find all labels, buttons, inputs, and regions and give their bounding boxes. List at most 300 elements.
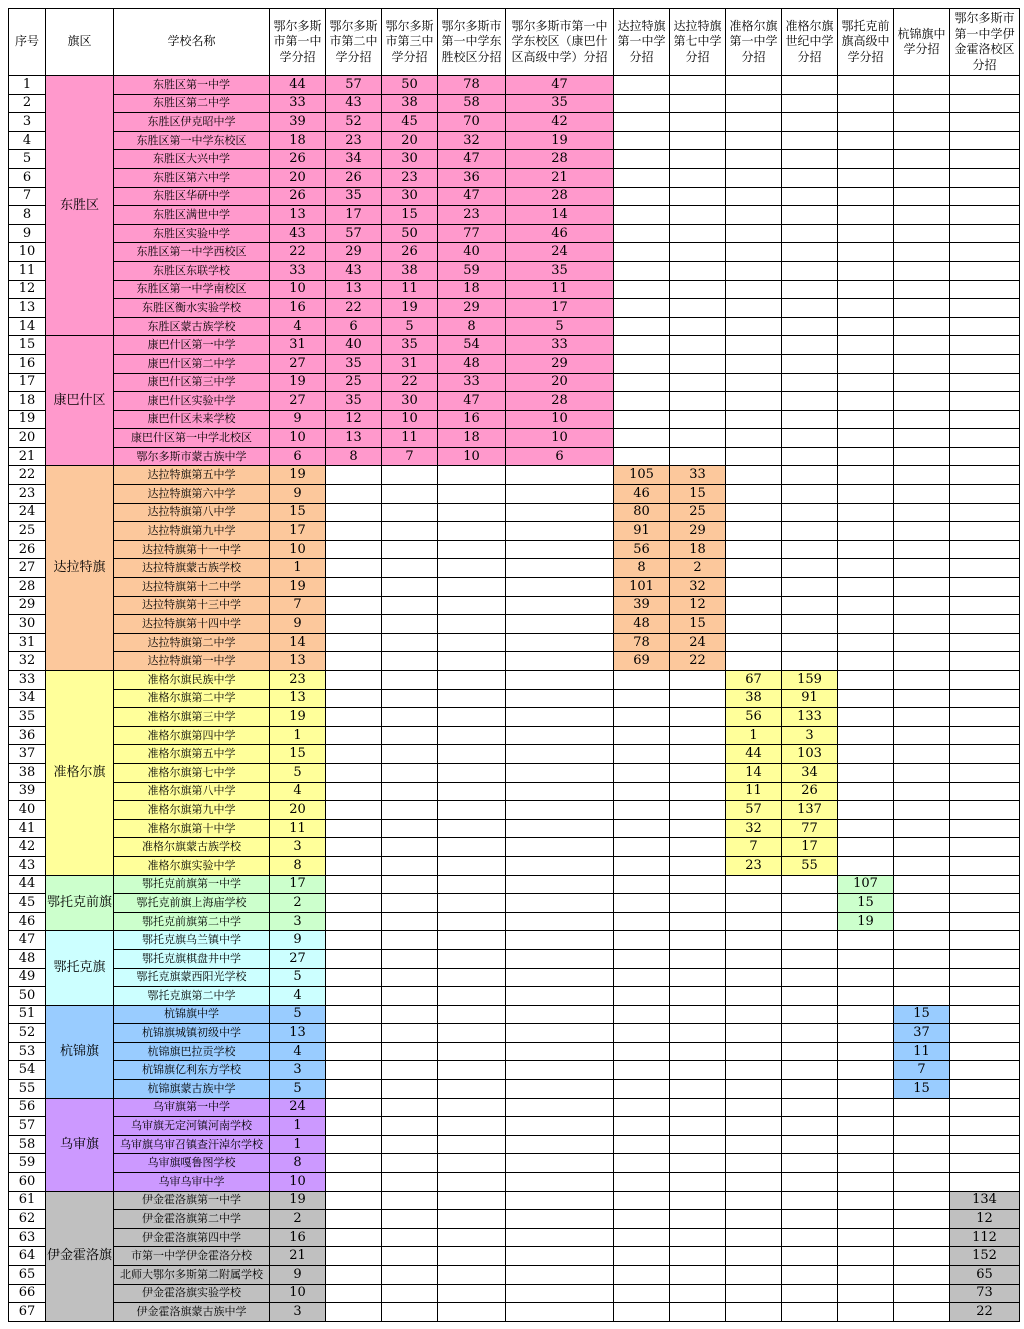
empty-cell [382,949,438,968]
quota-value: 103 [782,745,838,764]
empty-cell [950,1154,1020,1173]
table-row [9,652,1020,671]
quota-value: 10 [270,1284,326,1303]
table-row [9,1154,1020,1173]
empty-cell [506,596,614,615]
empty-cell [782,1024,838,1043]
empty-cell [506,671,614,690]
quota-value: 6 [506,447,614,466]
empty-cell [506,726,614,745]
quota-value: 46 [506,224,614,243]
header-cell: 准格尔旗第一中学分招 [726,9,782,76]
empty-cell [782,540,838,559]
header-cell: 鄂尔多斯市第一中学伊金霍洛校区分招 [950,9,1020,76]
empty-cell [950,1061,1020,1080]
quota-value: 33 [438,373,506,392]
empty-cell [614,1024,670,1043]
empty-cell [614,987,670,1006]
empty-cell [726,875,782,894]
quota-value: 35 [506,94,614,113]
empty-cell [726,652,782,671]
empty-cell [614,187,670,206]
quota-value: 52 [326,113,382,132]
empty-cell [382,1284,438,1303]
empty-cell [670,1024,726,1043]
empty-cell [506,1098,614,1117]
empty-cell [894,336,950,355]
table-row [9,168,1020,187]
quota-value: 1 [270,726,326,745]
empty-cell [950,503,1020,522]
empty-cell [326,763,382,782]
empty-cell [326,1191,382,1210]
quota-value: 12 [670,596,726,615]
empty-cell [950,615,1020,634]
empty-cell [726,1191,782,1210]
empty-cell [506,1210,614,1229]
row-number: 54 [9,1061,46,1080]
empty-cell [726,1005,782,1024]
empty-cell [326,559,382,578]
row-number: 21 [9,447,46,466]
table-row [9,280,1020,299]
quota-value: 55 [782,856,838,875]
empty-cell [506,931,614,950]
quota-value: 21 [506,168,614,187]
empty-cell [782,1266,838,1285]
empty-cell [726,633,782,652]
school-name: 准格尔旗第七中学 [114,763,270,782]
empty-cell [326,1154,382,1173]
empty-cell [506,819,614,838]
quota-value: 24 [506,243,614,262]
empty-cell [950,801,1020,820]
header-cell: 准格尔旗世纪中学分招 [782,9,838,76]
empty-cell [614,261,670,280]
row-number: 25 [9,522,46,541]
quota-value: 15 [382,206,438,225]
table-row [9,1173,1020,1192]
empty-cell [782,652,838,671]
empty-cell [382,782,438,801]
empty-cell [950,838,1020,857]
empty-cell [782,894,838,913]
empty-cell [438,1005,506,1024]
empty-cell [506,1173,614,1192]
empty-cell [326,745,382,764]
empty-cell [382,968,438,987]
quota-value: 77 [782,819,838,838]
school-name: 伊金霍洛旗蒙古族中学 [114,1303,270,1322]
empty-cell [382,912,438,931]
quota-value: 35 [326,187,382,206]
row-number: 2 [9,94,46,113]
row-number: 63 [9,1228,46,1247]
empty-cell [614,1080,670,1099]
empty-cell [670,373,726,392]
empty-cell [950,1135,1020,1154]
quota-value: 10 [438,447,506,466]
empty-cell [506,1154,614,1173]
school-name: 康巴什区实验中学 [114,392,270,411]
school-name: 伊金霍洛旗第四中学 [114,1228,270,1247]
quota-value: 27 [270,949,326,968]
quota-value: 3 [270,1061,326,1080]
empty-cell [894,856,950,875]
row-number: 65 [9,1266,46,1285]
empty-cell [614,1210,670,1229]
quota-value: 39 [270,113,326,132]
empty-cell [782,94,838,113]
empty-cell [726,1042,782,1061]
empty-cell [838,1117,894,1136]
empty-cell [438,1303,506,1322]
table-row [9,838,1020,857]
empty-cell [670,1247,726,1266]
empty-cell [838,336,894,355]
table-row [9,968,1020,987]
empty-cell [506,1228,614,1247]
empty-cell [950,875,1020,894]
quota-value: 4 [270,987,326,1006]
empty-cell [382,931,438,950]
empty-cell [438,633,506,652]
quota-value: 4 [270,1042,326,1061]
empty-cell [670,1191,726,1210]
empty-cell [506,745,614,764]
empty-cell [950,1005,1020,1024]
empty-cell [838,503,894,522]
empty-cell [726,168,782,187]
empty-cell [838,392,894,411]
empty-cell [726,1228,782,1247]
school-name: 准格尔旗第八中学 [114,782,270,801]
row-number: 58 [9,1135,46,1154]
quota-value: 11 [506,280,614,299]
school-name: 达拉特旗蒙古族学校 [114,559,270,578]
empty-cell [614,763,670,782]
school-name: 鄂托克旗乌兰镇中学 [114,931,270,950]
empty-cell [726,615,782,634]
empty-cell [326,1210,382,1229]
empty-cell [670,187,726,206]
empty-cell [950,373,1020,392]
empty-cell [438,782,506,801]
empty-cell [782,522,838,541]
empty-cell [326,1061,382,1080]
quota-value: 37 [894,1024,950,1043]
quota-value: 112 [950,1228,1020,1247]
empty-cell [894,1117,950,1136]
empty-cell [894,522,950,541]
empty-cell [782,596,838,615]
empty-cell [838,299,894,318]
table-row [9,875,1020,894]
empty-cell [782,113,838,132]
quota-value: 14 [270,633,326,652]
empty-cell [894,280,950,299]
empty-cell [326,875,382,894]
empty-cell [506,1061,614,1080]
table-row [9,373,1020,392]
empty-cell [438,615,506,634]
school-name: 准格尔旗第九中学 [114,801,270,820]
empty-cell [326,540,382,559]
empty-cell [326,503,382,522]
table-row [9,113,1020,132]
table-row [9,949,1020,968]
quota-value: 8 [270,856,326,875]
quota-value: 7 [726,838,782,857]
empty-cell [838,429,894,448]
quota-value: 1 [270,1117,326,1136]
empty-cell [614,1173,670,1192]
quota-value: 22 [670,652,726,671]
empty-cell [838,131,894,150]
empty-cell [950,261,1020,280]
quota-value: 1 [270,559,326,578]
quota-value: 12 [326,410,382,429]
school-name: 鄂尔多斯市蒙古族中学 [114,447,270,466]
empty-cell [670,1080,726,1099]
empty-cell [326,1303,382,1322]
school-name: 鄂托克旗棋盘井中学 [114,949,270,968]
empty-cell [382,689,438,708]
empty-cell [950,968,1020,987]
empty-cell [782,1080,838,1099]
quota-value: 3 [782,726,838,745]
empty-cell [782,1228,838,1247]
empty-cell [838,1061,894,1080]
header-cell: 鄂尔多斯市第三中学分招 [382,9,438,76]
empty-cell [326,578,382,597]
header-cell: 鄂尔多斯市第二中学分招 [326,9,382,76]
empty-cell [838,243,894,262]
empty-cell [438,1228,506,1247]
school-name: 乌审旗第一中学 [114,1098,270,1117]
empty-cell [382,1117,438,1136]
empty-cell [326,931,382,950]
empty-cell [894,782,950,801]
row-number: 14 [9,317,46,336]
empty-cell [726,1303,782,1322]
empty-cell [506,912,614,931]
district-cell: 乌审旗 [46,1098,114,1191]
empty-cell [894,671,950,690]
school-name: 东胜区第一中学西校区 [114,243,270,262]
school-name: 东胜区蒙古族学校 [114,317,270,336]
empty-cell [894,801,950,820]
quota-value: 33 [506,336,614,355]
quota-value: 134 [950,1191,1020,1210]
row-number: 34 [9,689,46,708]
quota-value: 24 [270,1098,326,1117]
empty-cell [838,745,894,764]
empty-cell [950,410,1020,429]
empty-cell [670,1042,726,1061]
empty-cell [838,949,894,968]
empty-cell [950,1098,1020,1117]
quota-value: 45 [382,113,438,132]
empty-cell [950,819,1020,838]
quota-value: 33 [270,94,326,113]
empty-cell [326,652,382,671]
empty-cell [506,559,614,578]
school-name: 鄂托克前旗第二中学 [114,912,270,931]
empty-cell [894,615,950,634]
quota-value: 31 [270,336,326,355]
quota-value: 14 [506,206,614,225]
empty-cell [894,131,950,150]
quota-value: 16 [438,410,506,429]
table-row [9,689,1020,708]
empty-cell [506,689,614,708]
empty-cell [382,1303,438,1322]
empty-cell [782,206,838,225]
empty-cell [382,540,438,559]
empty-cell [614,1042,670,1061]
row-number: 67 [9,1303,46,1322]
row-number: 45 [9,894,46,913]
empty-cell [726,1135,782,1154]
empty-cell [838,485,894,504]
empty-cell [782,168,838,187]
empty-cell [726,1098,782,1117]
empty-cell [894,299,950,318]
header-row [9,9,1020,76]
empty-cell [782,336,838,355]
quota-value: 5 [270,968,326,987]
empty-cell [382,875,438,894]
quota-value: 73 [950,1284,1020,1303]
empty-cell [382,522,438,541]
empty-cell [614,875,670,894]
empty-cell [382,1042,438,1061]
empty-cell [614,168,670,187]
empty-cell [950,931,1020,950]
quota-value: 35 [326,392,382,411]
empty-cell [438,1173,506,1192]
empty-cell [894,540,950,559]
empty-cell [506,1135,614,1154]
empty-cell [950,243,1020,262]
table-row [9,1210,1020,1229]
empty-cell [782,280,838,299]
school-name: 伊金霍洛旗第一中学 [114,1191,270,1210]
quota-value: 57 [726,801,782,820]
header-cell: 达拉特旗第一中学分招 [614,9,670,76]
empty-cell [614,1005,670,1024]
empty-cell [838,224,894,243]
empty-cell [950,1042,1020,1061]
empty-cell [614,429,670,448]
empty-cell [894,987,950,1006]
table-body [9,76,1020,1322]
quota-value: 59 [438,261,506,280]
empty-cell [506,856,614,875]
quota-value: 9 [270,1266,326,1285]
empty-cell [382,633,438,652]
empty-cell [894,968,950,987]
empty-cell [726,1061,782,1080]
empty-cell [614,931,670,950]
quota-value: 33 [670,466,726,485]
empty-cell [726,1154,782,1173]
table-row [9,150,1020,169]
empty-cell [506,522,614,541]
empty-cell [950,894,1020,913]
quota-value: 44 [726,745,782,764]
empty-cell [614,317,670,336]
empty-cell [838,596,894,615]
empty-cell [838,1173,894,1192]
school-name: 康巴什区第一中学 [114,336,270,355]
quota-value: 7 [894,1061,950,1080]
empty-cell [782,949,838,968]
table-row [9,615,1020,634]
empty-cell [726,987,782,1006]
empty-cell [894,1191,950,1210]
empty-cell [670,429,726,448]
table-row [9,1191,1020,1210]
empty-cell [438,596,506,615]
quota-value: 58 [438,94,506,113]
empty-cell [838,373,894,392]
empty-cell [614,447,670,466]
school-name: 东胜区第六中学 [114,168,270,187]
empty-cell [438,838,506,857]
table-row [9,131,1020,150]
empty-cell [438,1191,506,1210]
quota-value: 39 [614,596,670,615]
quota-value: 30 [382,187,438,206]
row-number: 19 [9,410,46,429]
empty-cell [782,615,838,634]
table-row [9,671,1020,690]
quota-value: 7 [382,447,438,466]
empty-cell [506,708,614,727]
empty-cell [438,540,506,559]
school-name: 康巴什区第三中学 [114,373,270,392]
header-cell: 鄂尔多斯市第一中学分招 [270,9,326,76]
quota-value: 17 [270,875,326,894]
quota-value: 43 [270,224,326,243]
empty-cell [726,949,782,968]
empty-cell [506,1005,614,1024]
empty-cell [838,1210,894,1229]
quota-value: 26 [782,782,838,801]
empty-cell [326,726,382,745]
empty-cell [326,1117,382,1136]
school-name: 达拉特旗第九中学 [114,522,270,541]
empty-cell [614,1061,670,1080]
empty-cell [782,1117,838,1136]
quota-value: 29 [506,354,614,373]
empty-cell [670,745,726,764]
empty-cell [670,1117,726,1136]
empty-cell [438,912,506,931]
empty-cell [894,1303,950,1322]
empty-cell [506,1024,614,1043]
empty-cell [894,206,950,225]
school-name: 达拉特旗第六中学 [114,485,270,504]
empty-cell [838,1228,894,1247]
row-number: 43 [9,856,46,875]
school-name: 鄂托克前旗上海庙学校 [114,894,270,913]
empty-cell [838,578,894,597]
empty-cell [894,261,950,280]
school-name: 准格尔旗实验中学 [114,856,270,875]
